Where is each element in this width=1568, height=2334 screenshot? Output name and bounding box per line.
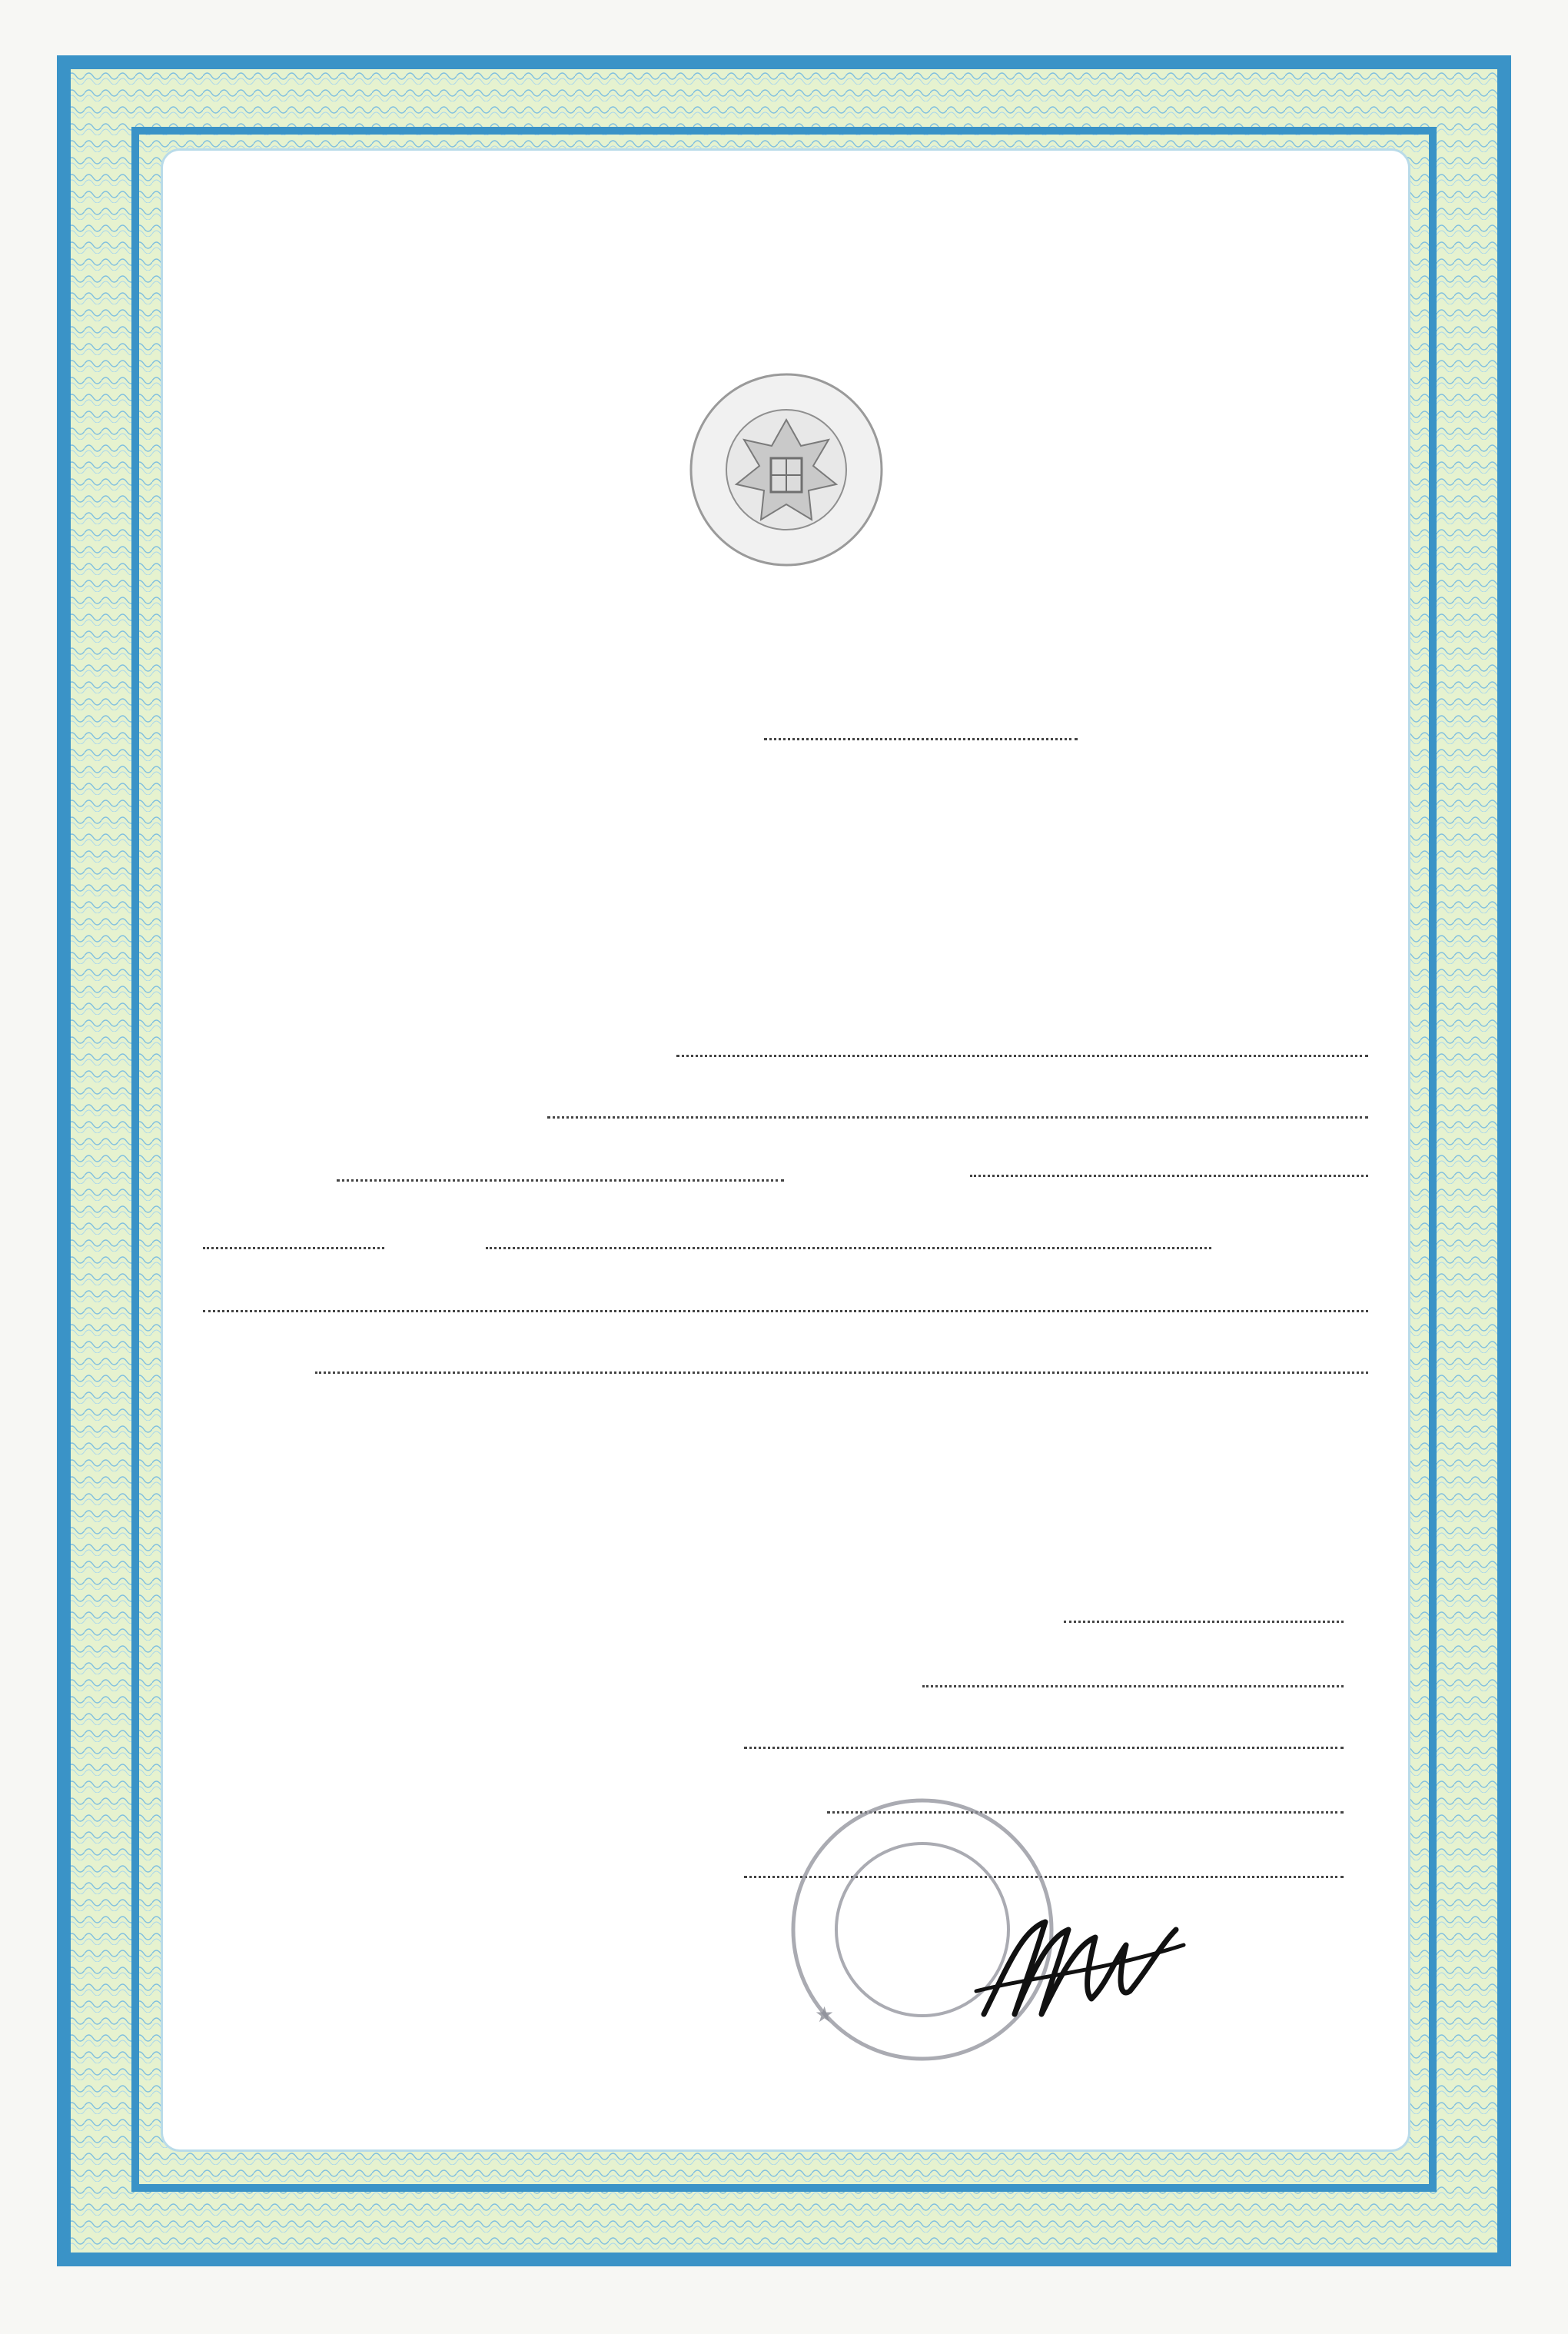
- birth-month-dotted-line: [203, 1247, 384, 1249]
- issued-dotted-line: [1064, 1621, 1344, 1623]
- nationality-dotted-line: [764, 738, 1078, 740]
- child-no-dotted-line: [315, 1371, 1368, 1374]
- birth-year-dotted-line: [486, 1247, 1211, 1249]
- issue-date-dotted-line-1: [922, 1685, 1344, 1687]
- garuda-emblem-icon: [686, 369, 887, 570]
- birth-place-dotted-line: [337, 1179, 784, 1182]
- child-name-dotted-line: [203, 1310, 1368, 1312]
- birth-date-dotted-line: [970, 1175, 1368, 1177]
- signature-icon: [961, 1899, 1191, 2030]
- certificate-number-dotted-line: [676, 1055, 1368, 1057]
- issue-date-dotted-line-2: [744, 1747, 1344, 1749]
- stbld-dotted-line: [547, 1116, 1368, 1119]
- svg-text:★: ★: [815, 2003, 835, 2026]
